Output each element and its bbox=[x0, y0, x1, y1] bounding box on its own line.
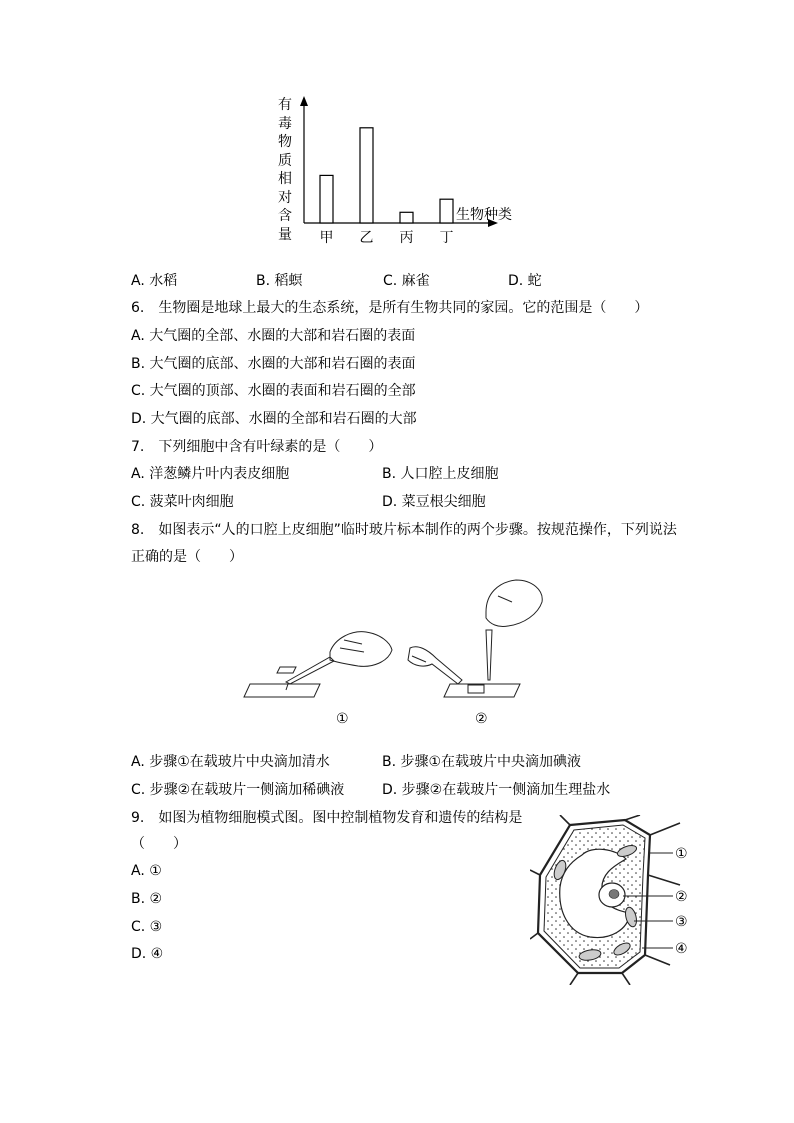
q9-option-b[interactable]: B. ② bbox=[131, 891, 163, 907]
q8-option-d[interactable]: D. 步骤②在载玻片一侧滴加生理盐水 bbox=[382, 782, 611, 798]
y-axis-label-char: 含 bbox=[278, 208, 292, 224]
bar-乙 bbox=[360, 128, 373, 223]
q6-option-b[interactable]: B. 大气圈的底部、水圈的大部和岩石圈的表面 bbox=[131, 356, 416, 372]
step1-hand bbox=[330, 632, 392, 667]
q8-fig-label-2: ② bbox=[475, 711, 488, 727]
q9-option-d[interactable]: D. ④ bbox=[131, 946, 164, 962]
q6-option-c[interactable]: C. 大气圈的顶部、水圈的表面和岩石圈的全部 bbox=[131, 383, 416, 399]
y-axis-label-char: 有 bbox=[278, 97, 292, 113]
x-tick-label: 乙 bbox=[359, 230, 374, 246]
x-tick-label: 丙 bbox=[399, 230, 414, 246]
cell-label-1: ① bbox=[675, 846, 688, 862]
q8-stem-line2: 正确的是（ ） bbox=[131, 549, 243, 565]
q6-option-d[interactable]: D. 大气圈的底部、水圈的全部和岩石圈的大部 bbox=[131, 411, 417, 427]
x-tick-label: 甲 bbox=[319, 230, 334, 246]
q6-option-a[interactable]: A. 大气圈的全部、水圈的大部和岩石圈的表面 bbox=[131, 328, 416, 344]
q8-option-c[interactable]: C. 步骤②在载玻片一侧滴加稀碘液 bbox=[131, 782, 345, 798]
y-axis-label-char: 量 bbox=[278, 226, 292, 243]
chart-bars bbox=[320, 128, 453, 223]
plant-cell-diagram bbox=[530, 815, 710, 985]
q7-stem: 7. 下列细胞中含有叶绿素的是（ ） bbox=[131, 439, 383, 455]
nucleolus bbox=[609, 890, 619, 899]
step2-hand bbox=[486, 580, 542, 627]
cell-label-4: ④ bbox=[675, 941, 688, 957]
bar-丁 bbox=[440, 199, 453, 223]
q5-option-b[interactable]: B. 稻螟 bbox=[256, 273, 303, 289]
bar-甲 bbox=[320, 175, 333, 223]
q6-stem: 6. 生物圈是地球上最大的生态系统，是所有生物共同的家园。它的范围是（ ） bbox=[131, 300, 649, 316]
step2-tweezers-hand bbox=[408, 647, 462, 684]
step2-slide bbox=[444, 684, 520, 697]
bar-丙 bbox=[400, 212, 413, 223]
chart-svg bbox=[270, 90, 530, 250]
x-tick-label: 丁 bbox=[439, 230, 454, 246]
q5-option-d[interactable]: D. 蛇 bbox=[508, 273, 542, 289]
y-axis-label bbox=[278, 96, 294, 244]
y-axis-label-char: 毒 bbox=[278, 115, 292, 132]
step2-illustration bbox=[408, 580, 542, 697]
y-axis-arrow bbox=[300, 96, 308, 106]
step2-coverslip bbox=[468, 685, 484, 693]
step2-dropper bbox=[486, 630, 492, 680]
cell-label-2: ② bbox=[675, 889, 688, 905]
q7-option-c[interactable]: C. 菠菜叶肉细胞 bbox=[131, 494, 234, 510]
step1-slide bbox=[244, 684, 320, 697]
step1-coverslip bbox=[277, 667, 296, 673]
y-axis-label-char: 物 bbox=[278, 134, 292, 150]
toxin-bar-chart bbox=[270, 90, 530, 250]
q8-stem-line1: 8. 如图表示“人的口腔上皮细胞”临时玻片标本制作的两个步骤。按规范操作，下列说法 bbox=[131, 522, 677, 538]
step1-drop bbox=[286, 684, 288, 690]
y-axis-label-char: 质 bbox=[278, 152, 292, 169]
q7-option-b[interactable]: B. 人口腔上皮细胞 bbox=[382, 466, 499, 482]
q7-option-a[interactable]: A. 洋葱鳞片叶内表皮细胞 bbox=[131, 466, 290, 482]
q5-option-a[interactable]: A. 水稻 bbox=[131, 273, 178, 289]
q7-option-d[interactable]: D. 菜豆根尖细胞 bbox=[382, 494, 486, 510]
q8-fig-label-1: ① bbox=[336, 711, 349, 727]
step1-dropper bbox=[286, 657, 334, 684]
y-axis-label-char: 相 bbox=[278, 171, 292, 187]
x-axis-label: 生物种类 bbox=[456, 207, 512, 223]
q9-stem: 9. 如图为植物细胞模式图。图中控制植物发育和遗传的结构是 bbox=[131, 810, 523, 826]
q9-option-a[interactable]: A. ① bbox=[131, 863, 162, 879]
q9-option-c[interactable]: C. ③ bbox=[131, 919, 163, 935]
q8-option-a[interactable]: A. 步骤①在载玻片中央滴加清水 bbox=[131, 754, 330, 770]
q8-option-b[interactable]: B. 步骤①在载玻片中央滴加碘液 bbox=[382, 754, 582, 770]
cell-label-3: ③ bbox=[675, 914, 688, 930]
y-axis-label-char: 对 bbox=[278, 189, 292, 206]
q5-option-c[interactable]: C. 麻雀 bbox=[383, 273, 430, 289]
q9-paren: （ ） bbox=[131, 836, 187, 852]
step1-illustration bbox=[244, 632, 392, 697]
q8-slide-steps-figure bbox=[240, 572, 550, 702]
